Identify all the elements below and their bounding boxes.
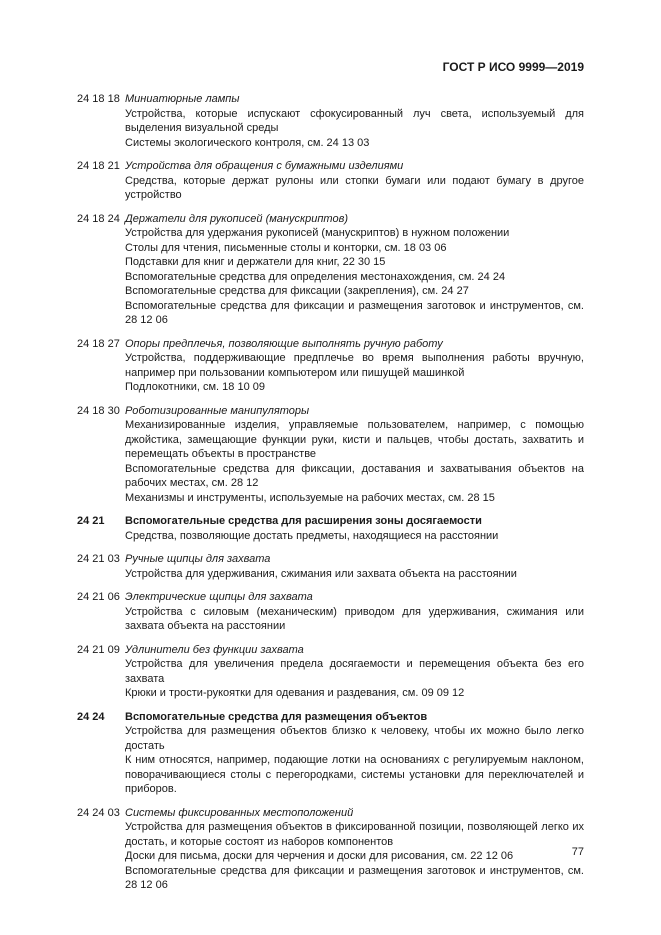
- entry-title: Системы фиксированных местоположений: [125, 806, 354, 819]
- classification-list: [77, 92, 584, 902]
- entry-code: 24 21 03: [77, 553, 120, 565]
- classification-entry: [77, 710, 584, 797]
- entry-description: Устройства для удерживания, сжимания или захвата объекта на расстоянии: [125, 567, 517, 580]
- entry-description: Вспомогательные средства для определения местонахождения, см. 24 24: [125, 270, 506, 283]
- entry-description: Средства, позволяющие достать предметы, находящиеся на расстоянии: [125, 529, 499, 542]
- classification-entry: [77, 404, 584, 506]
- entry-description: Подставки для книг и держатели для книг, 22 30 15: [125, 256, 386, 268]
- classification-entry: [77, 643, 584, 701]
- entry-title: Вспомогательные средства для расширения зоны досягаемости: [125, 515, 482, 527]
- entry-description: Вспомогательные средства для фиксации, доставания и захватывания объектов на рабочих местах, см. 28 12: [125, 462, 584, 489]
- classification-entry: [77, 514, 584, 543]
- entry-description: Вспомогательные средства для фиксации (закрепления), см. 24 27: [125, 285, 469, 297]
- entry-description: К ним относятся, например, подающие лотки на основаниях с регулируемым наклоном, поворачивающиеся столы с перегородками, системы установки для переключателей и приборов.: [125, 754, 584, 795]
- entry-description: Вспомогательные средства для фиксации и размещения заготовок и инструментов, см. 28 12 06: [125, 864, 584, 891]
- entry-description: Вспомогательные средства для фиксации и размещения заготовок и инструментов, см. 28 12 06: [125, 299, 584, 326]
- classification-entry: [77, 552, 584, 581]
- entry-description: Механизированные изделия, управляемые пользователем, например, с помощью джойстика, замещающие функции руки, кисти и пальцев, чтобы достать, захватить и перемещать объекты в пространстве: [125, 419, 584, 460]
- entry-description: Устройства для увеличения предела досягаемости и перемещения объекта без его захвата: [125, 658, 584, 685]
- classification-entry: [77, 212, 584, 328]
- entry-code: 24 21: [77, 515, 105, 527]
- entry-title: Устройства для обращения с бумажными изделиями: [125, 160, 404, 172]
- classification-entry: [77, 159, 584, 203]
- entry-description: Подлокотники, см. 18 10 09: [125, 381, 265, 393]
- entry-description: Столы для чтения, письменные столы и конторки, см. 18 03 06: [125, 241, 447, 254]
- entry-description: Системы экологического контроля, см. 24 13 03: [125, 136, 370, 149]
- entry-description: Доски для письма, доски для черчения и доски для рисования, см. 22 12 06: [125, 850, 514, 862]
- entry-title: Опоры предплечья, позволяющие выполнять ручную работу: [125, 337, 443, 350]
- classification-entry: [77, 337, 584, 395]
- entry-code: 24 24 03: [77, 806, 120, 819]
- classification-entry: [77, 806, 584, 893]
- classification-entry: [77, 92, 584, 150]
- document-header: ГОСТ Р ИСО 9999—2019: [442, 60, 584, 74]
- entry-code: 24 18 24: [77, 212, 120, 225]
- entry-description: Устройства для размещения объектов близко к человеку, чтобы их можно было легко достать: [125, 725, 584, 752]
- entry-description: Устройства, поддерживающие предплечье во время выполнения работы вручную, например при пользовании компьютером или пишущей машинкой: [125, 352, 584, 379]
- entry-description: Средства, которые держат рулоны или стопки бумаги или подают бумагу в другое устройство: [125, 174, 584, 201]
- entry-description: Крюки и трости-рукоятки для одевания и раздевания, см. 09 09 12: [125, 687, 465, 699]
- entry-description: Механизмы и инструменты, используемые на рабочих местах, см. 28 15: [125, 491, 495, 504]
- entry-code: 24 18 21: [77, 160, 120, 172]
- entry-title: Миниатюрные лампы: [125, 93, 240, 105]
- classification-entry: [77, 590, 584, 634]
- entry-description: Устройства для удержания рукописей (манускриптов) в нужном положении: [125, 227, 510, 239]
- entry-title: Электрические щипцы для захвата: [125, 591, 313, 603]
- page-number: 77: [571, 846, 584, 858]
- entry-description: Устройства с силовым (механическим) приводом для удерживания, сжимания или захвата объекта на расстоянии: [125, 605, 584, 632]
- entry-title: Удлинители без функции захвата: [125, 643, 304, 656]
- entry-description: Устройства, которые испускают сфокусированный луч света, используемый для выделения визуальной среды: [125, 107, 584, 134]
- entry-title: Ручные щипцы для захвата: [125, 553, 271, 565]
- entry-title: Роботизированные манипуляторы: [125, 404, 310, 417]
- entry-code: 24 18 30: [77, 404, 120, 417]
- entry-title: Держатели для рукописей (манускриптов): [125, 212, 348, 225]
- entry-code: 24 24: [77, 710, 105, 723]
- entry-description: Устройства для размещения объектов в фиксированной позиции, позволяющей легко их достать, и которые состоят из наборов компонентов: [125, 821, 584, 848]
- entry-code: 24 21 09: [77, 643, 120, 656]
- entry-code: 24 18 18: [77, 93, 120, 105]
- entry-code: 24 18 27: [77, 337, 120, 350]
- entry-code: 24 21 06: [77, 591, 120, 603]
- entry-title: Вспомогательные средства для размещения объектов: [125, 710, 428, 723]
